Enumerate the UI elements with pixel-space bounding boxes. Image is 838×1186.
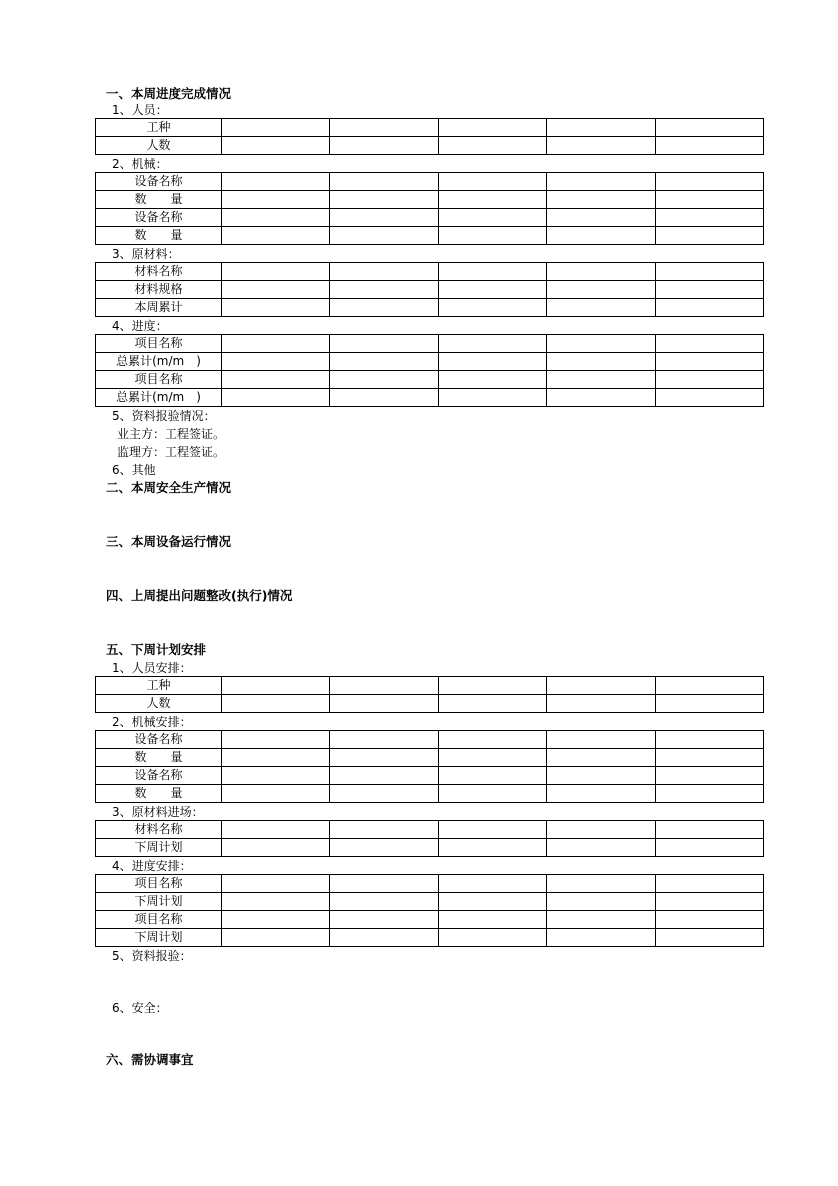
- table-cell[interactable]: [222, 137, 330, 155]
- documents-label: 5、资料报验情况：: [112, 409, 216, 423]
- other-label: 6、其他: [112, 463, 156, 477]
- table-cell[interactable]: [547, 389, 655, 407]
- table-cell[interactable]: [222, 263, 330, 281]
- row-label: 设备名称: [96, 731, 222, 749]
- table-cell[interactable]: [547, 191, 655, 209]
- table-cell[interactable]: [547, 353, 655, 371]
- table-row: [96, 263, 764, 281]
- table-cell[interactable]: [222, 281, 330, 299]
- table-cell[interactable]: [655, 767, 763, 785]
- table-cell[interactable]: [438, 731, 546, 749]
- row-label: 数 量: [96, 191, 222, 209]
- table-cell[interactable]: [547, 137, 655, 155]
- table-cell[interactable]: [222, 677, 330, 695]
- table-cell[interactable]: [330, 911, 438, 929]
- table-cell[interactable]: [547, 929, 655, 947]
- table-cell[interactable]: [655, 389, 763, 407]
- table-row: [96, 821, 764, 839]
- table-row: [96, 893, 764, 911]
- table-cell[interactable]: [655, 353, 763, 371]
- table-cell[interactable]: [330, 893, 438, 911]
- row-label: 项目名称: [96, 335, 222, 353]
- row-label: 人数: [96, 695, 222, 713]
- materials-label: 3、原材料：: [112, 247, 180, 261]
- table-cell[interactable]: [330, 767, 438, 785]
- table-row: [96, 677, 764, 695]
- table-cell[interactable]: [655, 677, 763, 695]
- row-label: 总累计(m/m ): [96, 389, 222, 407]
- table-row: [96, 173, 764, 191]
- row-label: 下周计划: [96, 839, 222, 857]
- table-row: [96, 839, 764, 857]
- table-cell[interactable]: [547, 263, 655, 281]
- table-cell[interactable]: [655, 281, 763, 299]
- table-row: [96, 731, 764, 749]
- plan-personnel-label: 1、人员安排：: [112, 661, 192, 675]
- table-cell[interactable]: [330, 299, 438, 317]
- table-row: [96, 929, 764, 947]
- row-label: 数 量: [96, 749, 222, 767]
- table-cell[interactable]: [547, 731, 655, 749]
- table-cell[interactable]: [222, 209, 330, 227]
- table-cell[interactable]: [222, 173, 330, 191]
- table-cell[interactable]: [655, 371, 763, 389]
- materials-table: [95, 262, 764, 317]
- row-label: 材料规格: [96, 281, 222, 299]
- progress-label: 4、进度：: [112, 319, 168, 333]
- table-cell[interactable]: [655, 263, 763, 281]
- table-row: [96, 767, 764, 785]
- table-cell[interactable]: [655, 695, 763, 713]
- table-row: [96, 371, 764, 389]
- table-cell[interactable]: [438, 335, 546, 353]
- plan-progress-label: 4、进度安排：: [112, 859, 192, 873]
- table-cell[interactable]: [655, 911, 763, 929]
- plan-progress-table: [95, 874, 764, 947]
- table-cell[interactable]: [222, 299, 330, 317]
- table-cell[interactable]: [222, 389, 330, 407]
- table-cell[interactable]: [330, 191, 438, 209]
- table-row: [96, 749, 764, 767]
- table-cell[interactable]: [438, 821, 546, 839]
- table-cell[interactable]: [655, 119, 763, 137]
- table-cell[interactable]: [655, 227, 763, 245]
- plan-machinery-table: [95, 730, 764, 803]
- table-cell[interactable]: [330, 263, 438, 281]
- machinery-label: 2、机械：: [112, 157, 168, 171]
- table-cell[interactable]: [438, 299, 546, 317]
- table-cell[interactable]: [438, 785, 546, 803]
- table-cell[interactable]: [655, 785, 763, 803]
- table-cell[interactable]: [330, 731, 438, 749]
- row-label: 设备名称: [96, 767, 222, 785]
- table-cell[interactable]: [438, 119, 546, 137]
- section6-title: 六、需协调事宜: [106, 1052, 194, 1067]
- row-label: 项目名称: [96, 875, 222, 893]
- row-label: 设备名称: [96, 209, 222, 227]
- plan-machinery-label: 2、机械安排：: [112, 715, 192, 729]
- table-cell[interactable]: [330, 875, 438, 893]
- table-cell[interactable]: [330, 137, 438, 155]
- table-cell[interactable]: [655, 335, 763, 353]
- table-row: [96, 281, 764, 299]
- table-cell[interactable]: [330, 677, 438, 695]
- table-cell[interactable]: [438, 389, 546, 407]
- section1-title: 一、本周进度完成情况: [106, 86, 232, 101]
- table-cell[interactable]: [330, 335, 438, 353]
- progress-table: [95, 334, 764, 407]
- table-row: [96, 137, 764, 155]
- table-cell[interactable]: [655, 893, 763, 911]
- table-cell[interactable]: [655, 191, 763, 209]
- table-cell[interactable]: [438, 875, 546, 893]
- table-cell[interactable]: [438, 911, 546, 929]
- table-cell[interactable]: [222, 875, 330, 893]
- table-cell[interactable]: [330, 749, 438, 767]
- table-cell[interactable]: [222, 371, 330, 389]
- table-cell[interactable]: [655, 209, 763, 227]
- table-cell[interactable]: [547, 335, 655, 353]
- table-cell[interactable]: [330, 119, 438, 137]
- table-cell[interactable]: [222, 227, 330, 245]
- table-row: [96, 353, 764, 371]
- table-cell[interactable]: [438, 929, 546, 947]
- table-cell[interactable]: [222, 929, 330, 947]
- table-cell[interactable]: [330, 353, 438, 371]
- table-row: [96, 299, 764, 317]
- row-label: 数 量: [96, 785, 222, 803]
- row-label: 项目名称: [96, 371, 222, 389]
- row-label: 本周累计: [96, 299, 222, 317]
- table-cell[interactable]: [222, 893, 330, 911]
- table-cell[interactable]: [330, 173, 438, 191]
- row-label: 设备名称: [96, 173, 222, 191]
- table-cell[interactable]: [547, 785, 655, 803]
- table-cell[interactable]: [222, 911, 330, 929]
- table-cell[interactable]: [330, 839, 438, 857]
- personnel-table: [95, 118, 764, 155]
- table-cell[interactable]: [222, 191, 330, 209]
- table-cell[interactable]: [547, 299, 655, 317]
- table-cell[interactable]: [222, 785, 330, 803]
- personnel-label: 1、人员：: [112, 103, 168, 117]
- table-cell[interactable]: [655, 929, 763, 947]
- table-cell[interactable]: [655, 839, 763, 857]
- table-cell[interactable]: [547, 821, 655, 839]
- table-cell[interactable]: [547, 911, 655, 929]
- owner-note: 业主方：工程签证。: [117, 427, 226, 441]
- row-label: 工种: [96, 677, 222, 695]
- plan-documents-label: 5、资料报验：: [112, 949, 192, 963]
- table-cell[interactable]: [222, 353, 330, 371]
- row-label: 材料名称: [96, 263, 222, 281]
- machinery-table: [95, 172, 764, 245]
- table-cell[interactable]: [547, 839, 655, 857]
- table-row: [96, 785, 764, 803]
- table-cell[interactable]: [655, 173, 763, 191]
- table-cell[interactable]: [222, 335, 330, 353]
- table-cell[interactable]: [330, 821, 438, 839]
- table-cell[interactable]: [330, 929, 438, 947]
- table-row: [96, 209, 764, 227]
- table-cell[interactable]: [547, 767, 655, 785]
- row-label: 数 量: [96, 227, 222, 245]
- table-cell[interactable]: [438, 371, 546, 389]
- table-cell[interactable]: [438, 137, 546, 155]
- table-cell[interactable]: [222, 839, 330, 857]
- table-cell[interactable]: [438, 263, 546, 281]
- table-cell[interactable]: [438, 695, 546, 713]
- table-cell[interactable]: [655, 821, 763, 839]
- plan-personnel-table: [95, 676, 764, 713]
- table-cell[interactable]: [222, 821, 330, 839]
- table-cell[interactable]: [330, 695, 438, 713]
- table-cell[interactable]: [222, 767, 330, 785]
- table-cell[interactable]: [222, 119, 330, 137]
- row-label: 工种: [96, 119, 222, 137]
- table-cell[interactable]: [547, 119, 655, 137]
- table-cell[interactable]: [547, 209, 655, 227]
- row-label: 总累计(m/m ): [96, 353, 222, 371]
- section4-title: 四、上周提出问题整改(执行)情况: [106, 588, 293, 603]
- table-row: [96, 389, 764, 407]
- table-cell[interactable]: [547, 227, 655, 245]
- section5-title: 五、下周计划安排: [106, 642, 207, 657]
- table-row: [96, 875, 764, 893]
- table-cell[interactable]: [438, 749, 546, 767]
- table-cell[interactable]: [222, 695, 330, 713]
- table-cell[interactable]: [438, 173, 546, 191]
- section2-title: 二、本周安全生产情况: [106, 480, 232, 495]
- table-row: [96, 335, 764, 353]
- plan-materials-label: 3、原材料进场：: [112, 805, 204, 819]
- table-cell[interactable]: [655, 731, 763, 749]
- table-cell[interactable]: [438, 677, 546, 695]
- table-cell[interactable]: [330, 209, 438, 227]
- row-label: 人数: [96, 137, 222, 155]
- section3-title: 三、本周设备运行情况: [106, 534, 232, 549]
- table-cell[interactable]: [438, 353, 546, 371]
- table-row: [96, 695, 764, 713]
- table-row: [96, 191, 764, 209]
- table-cell[interactable]: [547, 371, 655, 389]
- table-row: [96, 227, 764, 245]
- table-cell[interactable]: [438, 839, 546, 857]
- table-row: [96, 119, 764, 137]
- table-cell[interactable]: [438, 191, 546, 209]
- table-cell[interactable]: [655, 299, 763, 317]
- table-cell[interactable]: [547, 281, 655, 299]
- table-cell[interactable]: [438, 767, 546, 785]
- table-cell[interactable]: [655, 875, 763, 893]
- row-label: 材料名称: [96, 821, 222, 839]
- table-cell[interactable]: [330, 281, 438, 299]
- table-cell[interactable]: [547, 749, 655, 767]
- row-label: 下周计划: [96, 893, 222, 911]
- table-cell[interactable]: [547, 695, 655, 713]
- table-cell[interactable]: [222, 731, 330, 749]
- table-cell[interactable]: [547, 875, 655, 893]
- table-cell[interactable]: [655, 137, 763, 155]
- table-cell[interactable]: [330, 227, 438, 245]
- plan-materials-table: [95, 820, 764, 857]
- table-cell[interactable]: [547, 173, 655, 191]
- table-cell[interactable]: [330, 785, 438, 803]
- table-cell[interactable]: [438, 893, 546, 911]
- row-label: 下周计划: [96, 929, 222, 947]
- plan-safety-label: 6、安全：: [112, 1001, 168, 1015]
- table-cell[interactable]: [330, 389, 438, 407]
- table-cell[interactable]: [438, 227, 546, 245]
- table-cell[interactable]: [222, 749, 330, 767]
- table-row: [96, 911, 764, 929]
- table-cell[interactable]: [547, 677, 655, 695]
- table-cell[interactable]: [438, 281, 546, 299]
- row-label: 项目名称: [96, 911, 222, 929]
- table-cell[interactable]: [655, 749, 763, 767]
- table-cell[interactable]: [438, 209, 546, 227]
- supervisor-note: 监理方：工程签证。: [117, 445, 226, 459]
- table-cell[interactable]: [547, 893, 655, 911]
- table-cell[interactable]: [330, 371, 438, 389]
